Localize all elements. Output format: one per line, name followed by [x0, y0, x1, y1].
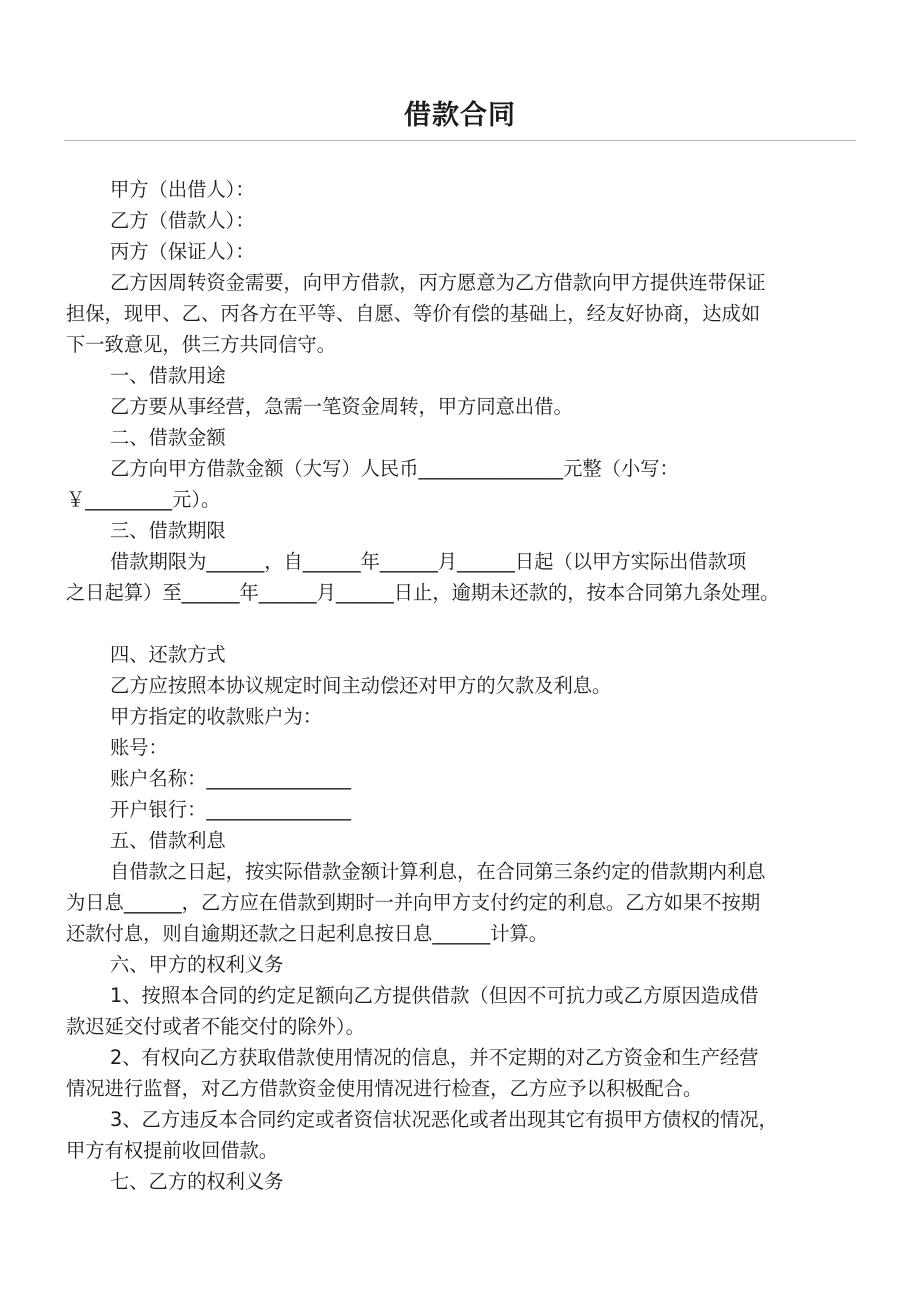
contract-body: [66, 174, 856, 1197]
paragraph-line: 甲方有权提前收回借款。: [66, 1139, 279, 1162]
section-heading: 二、借款金额: [110, 426, 226, 449]
paragraph-line: 借款期限为______，自______年______月______日起（以甲方实际出借款项: [110, 550, 747, 573]
blank-line: [66, 608, 856, 639]
paragraph-line: 情况进行监督，对乙方借款资金使用情况进行检查，乙方应予以积极配合。: [66, 1077, 703, 1100]
bank-name-line: 开户银行：_______________: [110, 798, 352, 821]
paragraph-line: 乙方向甲方借款金额（大写）人民币_______________元整（小写：: [110, 457, 679, 480]
paragraph-line: 甲方指定的收款账户为：: [110, 705, 323, 728]
paragraph-line: 乙方应按照本协议规定时间主动偿还对甲方的欠款及利息。: [110, 674, 612, 697]
account-name-line: 账户名称：_______________: [110, 767, 352, 790]
paragraph-line: 为日息______，乙方应在借款到期时一并向甲方支付约定的利息。乙方如果不按期: [66, 891, 761, 914]
party-c-line: 丙方（保证人）：: [110, 240, 255, 263]
section-heading: 五、借款利息: [110, 829, 226, 852]
paragraph-line: 之日起算）至______年______月______日止，逾期未还款的，按本合同第九条处理。: [66, 581, 780, 604]
party-b-line: 乙方（借款人）：: [110, 209, 255, 232]
section-heading: 六、甲方的权利义务: [110, 953, 284, 976]
paragraph-line: 款迟延交付或者不能交付的除外）。: [66, 1015, 365, 1038]
section-heading: 七、乙方的权利义务: [110, 1170, 284, 1193]
preamble-line: 乙方因周转资金需要，向甲方借款，丙方愿意为乙方借款向甲方提供连带保证: [110, 271, 766, 294]
account-number-line: 账号：: [110, 736, 168, 759]
preamble-line: 下一致意见，供三方共同信守。: [66, 333, 336, 356]
document-title: 借款合同: [404, 100, 516, 131]
title-divider: [64, 140, 856, 141]
party-a-line: 甲方（出借人）：: [110, 178, 255, 201]
section-heading: 一、借款用途: [110, 364, 226, 387]
paragraph-line: 乙方要从事经营，急需一笔资金周转，甲方同意出借。: [110, 395, 573, 418]
paragraph-line: 自借款之日起，按实际借款金额计算利息，在合同第三条约定的借款期内利息: [110, 860, 766, 883]
section-heading: 三、借款期限: [110, 519, 226, 542]
paragraph-line: 还款付息，则自逾期还款之日起利息按日息______计算。: [66, 922, 549, 945]
section-heading: 四、还款方式: [110, 643, 226, 666]
paragraph-line: 3、乙方违反本合同约定或者资信状况恶化或者出现其它有损甲方债权的情况，: [110, 1108, 778, 1131]
paragraph-line: 2、有权向乙方获取借款使用情况的信息，并不定期的对乙方资金和生产经营: [110, 1046, 759, 1069]
preamble-line: 担保，现甲、乙、丙各方在平等、自愿、等价有偿的基础上，经友好协商，达成如: [66, 302, 761, 325]
paragraph-line: 1、按照本合同的约定足额向乙方提供借款（但因不可抗力或乙方原因造成借: [110, 984, 759, 1007]
paragraph-line: ￥_________元）。: [66, 488, 221, 511]
